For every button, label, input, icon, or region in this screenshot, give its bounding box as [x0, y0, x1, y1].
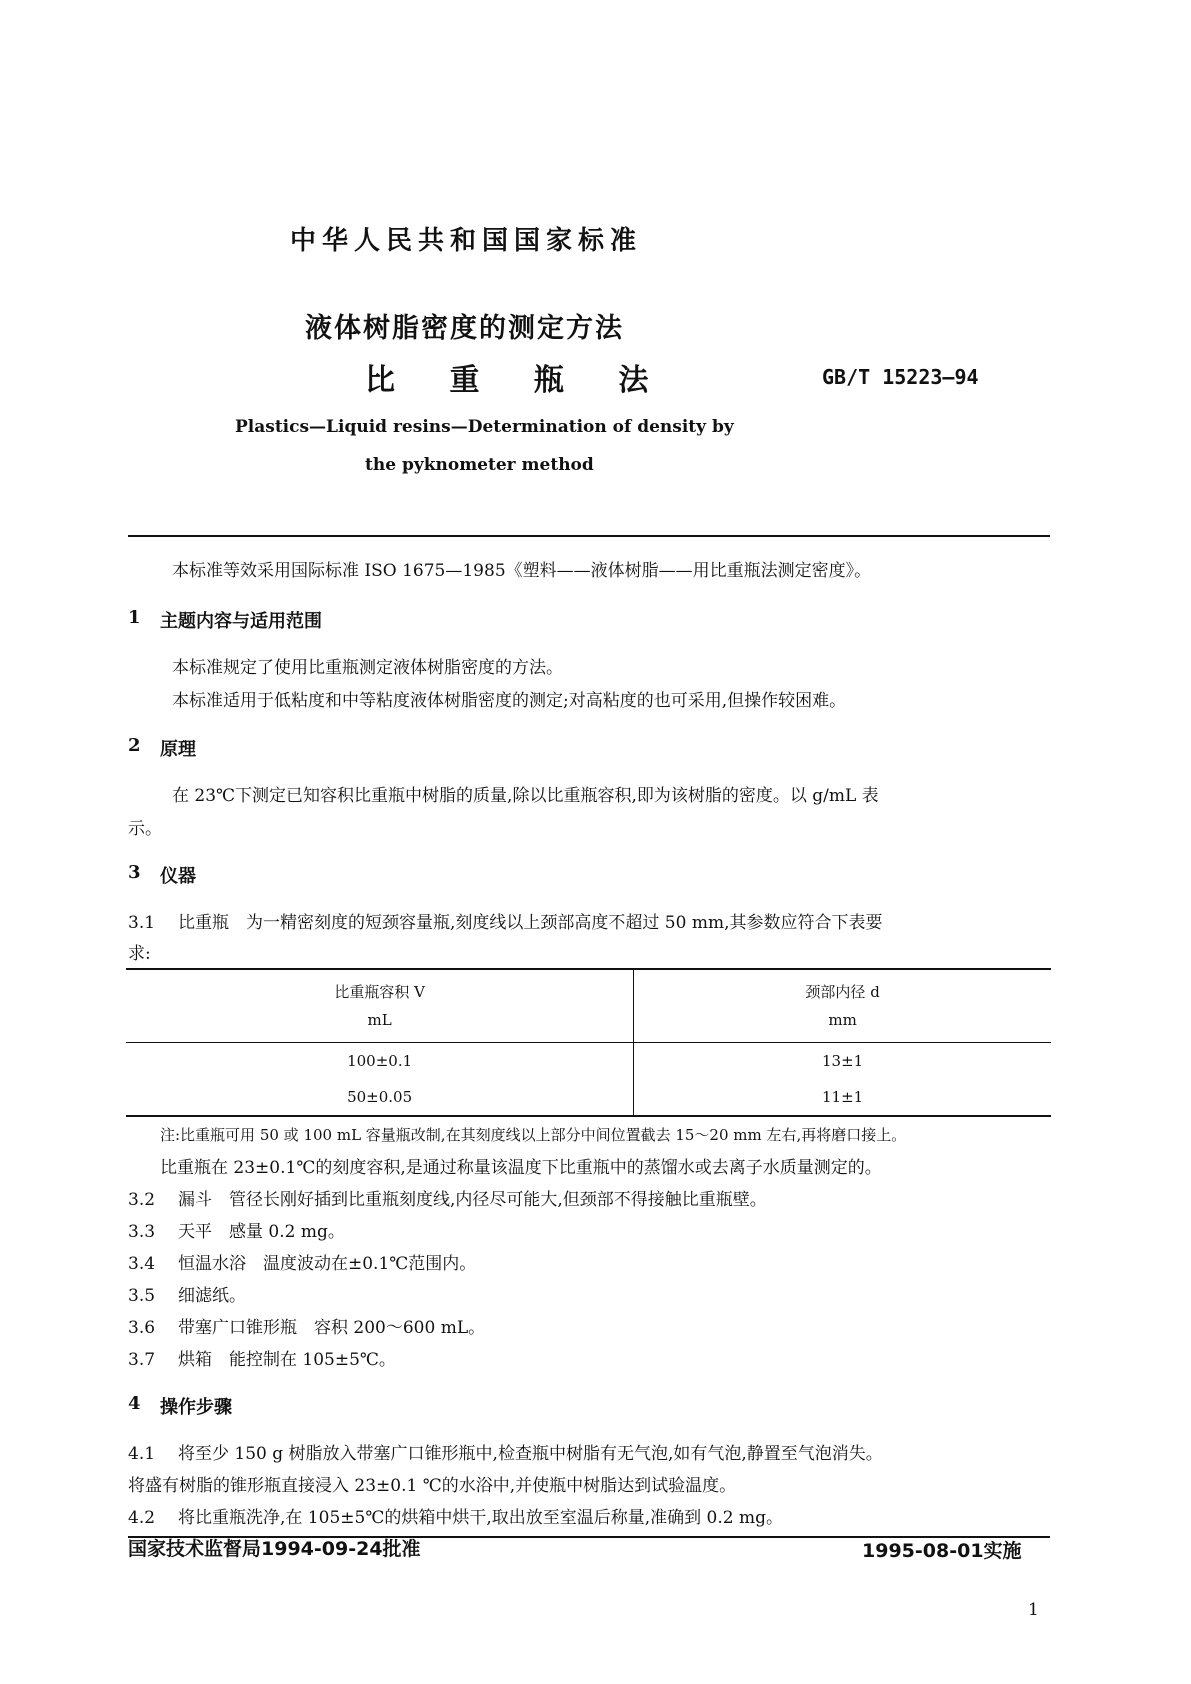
section-2-paragraph-line2: 示。 [128, 819, 162, 839]
title-cn-line2: 比 重 瓶 法 [365, 363, 671, 398]
table-cell-volume: 50±0.05 [126, 1079, 634, 1116]
title-cn-line1: 液体树脂密度的测定方法 [305, 313, 624, 344]
clause-3-2-text: 漏斗 管径长刚好插到比重瓶刻度线,内径尽可能大,但颈部不得接触比重瓶壁。 [178, 1190, 767, 1210]
section-3-number: 3 [128, 862, 141, 883]
section-3-title: 仪器 [160, 866, 196, 887]
table-header-volume [126, 969, 634, 1043]
section-2-number: 2 [128, 735, 141, 756]
title-en-line1: Plastics—Liquid resins—Determination of density by [235, 417, 734, 437]
clause-3-5-number: 3.5 [128, 1286, 156, 1306]
section-1-paragraph-2: 本标准适用于低粘度和中等粘度液体树脂密度的测定;对高粘度的也可采用,但操作较困难。 [172, 691, 847, 711]
clause-4-1-number: 4.1 [128, 1444, 156, 1464]
section-2-title: 原理 [160, 739, 196, 760]
pyknometer-spec-table [126, 968, 1051, 1117]
section-1-title: 主题内容与适用范围 [160, 611, 322, 632]
section-4-title: 操作步骤 [160, 1397, 232, 1418]
clause-4-1-text-line1: 将至少 150 g 树脂放入带塞广口锥形瓶中,检查瓶中树脂有无气泡,如有气泡,静置至气泡消失。 [178, 1444, 883, 1464]
section-1-number: 1 [128, 607, 141, 628]
section-1-paragraph-1: 本标准规定了使用比重瓶测定液体树脂密度的方法。 [172, 658, 563, 678]
clause-3-4-text: 恒温水浴 温度波动在±0.1℃范围内。 [178, 1254, 477, 1274]
clause-3-7-text: 烘箱 能控制在 105±5℃。 [178, 1350, 396, 1370]
table-row [126, 1079, 1051, 1116]
table-note: 注:比重瓶可用 50 或 100 mL 容量瓶改制,在其刻度线以上部分中间位置截去 15～20 mm 左右,再将磨口接上。 [160, 1126, 907, 1144]
clause-3-3-number: 3.3 [128, 1222, 156, 1242]
clause-4-1-text-line2: 将盛有树脂的锥形瓶直接浸入 23±0.1 ℃的水浴中,并使瓶中树脂达到试验温度。 [128, 1476, 737, 1496]
clause-3-1-number: 3.1 [128, 913, 156, 933]
volume-header-unit: mL [367, 1011, 392, 1029]
clause-3-2-number: 3.2 [128, 1190, 156, 1210]
diameter-header-unit: mm [828, 1011, 857, 1029]
clause-3-5-text: 细滤纸。 [178, 1286, 246, 1306]
issued-date: 国家技术监督局1994-09-24批准 [128, 1538, 421, 1560]
header-divider [128, 535, 1050, 537]
clause-3-1-text-line1: 比重瓶 为一精密刻度的短颈容量瓶,刻度线以上颈部高度不超过 50 mm,其参数应符合下表要 [178, 913, 883, 933]
clause-4-2-text: 将比重瓶洗净,在 105±5℃的烘箱中烘干,取出放至室温后称量,准确到 0.2 mg。 [178, 1508, 783, 1528]
table-cell-diameter: 11±1 [822, 1088, 864, 1106]
clause-3-1-text-line2: 求: [128, 944, 151, 964]
table-row [126, 1043, 1051, 1080]
title-en-line2: the pyknometer method [365, 455, 594, 475]
clause-3-7-number: 3.7 [128, 1350, 156, 1370]
section-4-number: 4 [128, 1393, 141, 1414]
section-2-paragraph-line1: 在 23℃下测定已知容积比重瓶中树脂的质量,除以比重瓶容积,即为该树脂的密度。以 g/mL 表 [172, 786, 879, 806]
calibration-paragraph: 比重瓶在 23±0.1℃的刻度容积,是通过称量该温度下比重瓶中的蒸馏水或去离子水质量测定的。 [160, 1158, 882, 1178]
page-number: 1 [1028, 1600, 1039, 1620]
table-header-row [126, 969, 1051, 1043]
table-header-diameter [634, 969, 1051, 1043]
table-cell-volume: 100±0.1 [126, 1043, 634, 1080]
clause-3-6-number: 3.6 [128, 1318, 156, 1338]
intro-paragraph: 本标准等效采用国际标准 ISO 1675—1985《塑料——液体树脂——用比重瓶法测定密度》。 [172, 561, 872, 581]
diameter-header-label: 颈部内径 d [805, 983, 880, 1001]
national-standard-header: 中华人民共和国国家标准 [290, 226, 643, 256]
standard-number: GB/T 15223—94 [822, 365, 979, 389]
table-cell-diameter: 13±1 [822, 1052, 864, 1070]
clause-4-2-number: 4.2 [128, 1508, 156, 1528]
clause-3-4-number: 3.4 [128, 1254, 156, 1274]
volume-header-label: 比重瓶容积 V [334, 983, 425, 1001]
clause-3-3-text: 天平 感量 0.2 mg。 [178, 1222, 345, 1242]
effective-date: 1995-08-01实施 [862, 1540, 1022, 1562]
clause-3-6-text: 带塞广口锥形瓶 容积 200～600 mL。 [178, 1318, 486, 1338]
